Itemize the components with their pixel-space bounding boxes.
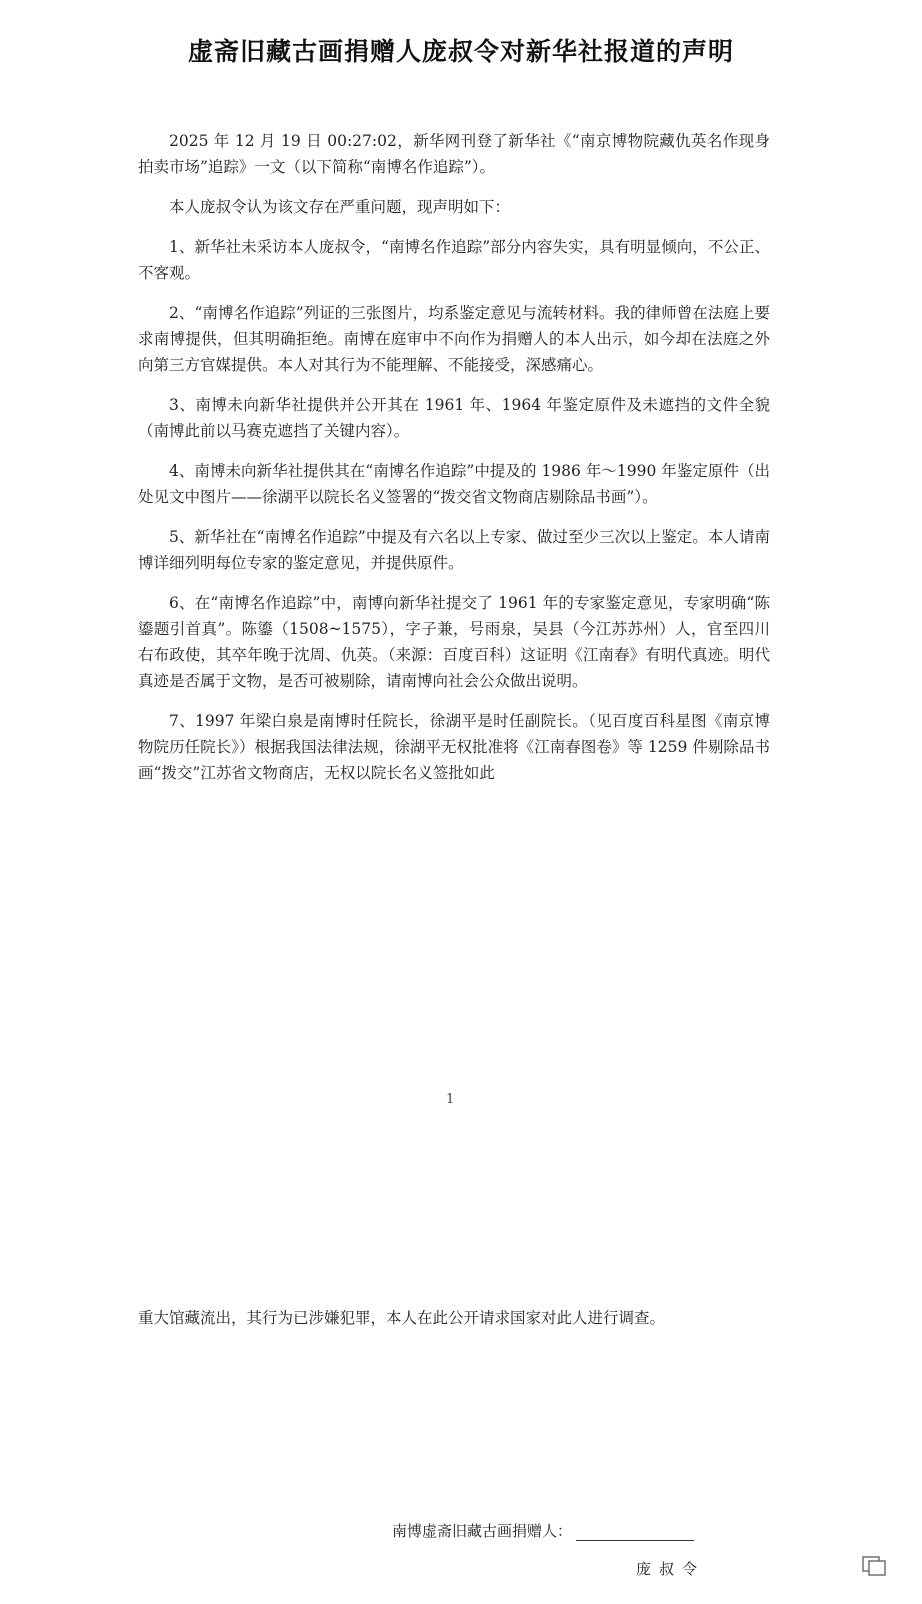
expand-icon[interactable] bbox=[862, 1556, 888, 1576]
continuation-text: 重大馆藏流出，其行为已涉嫌犯罪，本人在此公开请求国家对此人进行调查。 bbox=[138, 1309, 666, 1327]
signature-line bbox=[576, 1524, 694, 1541]
paragraph: 1、新华社未采访本人庞叔令，“南博名作追踪”部分内容失实，具有明显倾向，不公正、不客观。 bbox=[138, 238, 770, 282]
signature-block bbox=[392, 1520, 694, 1541]
paragraph: 2、“南博名作追踪”列证的三张图片，均系鉴定意见与流转材料。我的律师曾在法庭上要求南博提供，但其明确拒绝。南博在庭审中不向作为捐赠人的本人出示，如今却在法庭之外向第三方官媒提供。本人对其行为不能理解、不能接受，深感痛心。 bbox=[138, 304, 770, 374]
signature-label: 南博虚斋旧藏古画捐赠人： bbox=[392, 1522, 573, 1540]
signature-name: 庞叔令 bbox=[636, 1560, 706, 1578]
paragraph: 4、南博未向新华社提供其在“南博名作追踪”中提及的 1986 年～1990 年鉴定原件（出处见文中图片——徐湖平以院长名义签署的“拨交省文物商店剔除品书画”）。 bbox=[138, 462, 770, 506]
expand-icon-glyph bbox=[862, 1556, 888, 1576]
document-body bbox=[138, 128, 770, 800]
paragraph: 5、新华社在“南博名作追踪”中提及有六名以上专家、做过至少三次以上鉴定。本人请南博详细列明每位专家的鉴定意见，并提供原件。 bbox=[138, 528, 770, 572]
paragraph: 3、南博未向新华社提供并公开其在 1961 年、1964 年鉴定原件及未遮挡的文件全貌（南博此前以马赛克遮挡了关键内容）。 bbox=[138, 396, 770, 440]
paragraph: 2025 年 12 月 19 日 00:27:02，新华网刊登了新华社《“南京博物院藏仇英名作现身拍卖市场”追踪》一文（以下简称“南博名作追踪”）。 bbox=[138, 132, 770, 176]
document-title: 虚斋旧藏古画捐赠人庞叔令对新华社报道的声明 bbox=[187, 37, 734, 66]
page-number: 1 bbox=[446, 1092, 455, 1107]
paragraph: 本人庞叔令认为该文存在严重问题，现声明如下： bbox=[169, 198, 511, 216]
paragraph: 6、在“南博名作追踪”中，南博向新华社提交了 1961 年的专家鉴定意见，专家明确“陈鎏题引首真”。陈鎏（1508~1575），字子兼，号雨泉，吴县（今江苏苏州）人，官至四川右布政使，其卒年晚于沈周、仇英。（来源：百度百科）这证明《江南春》有明代真迹。明代真迹是否属于文物，是否可被剔除，请南博向社会公众做出说明。 bbox=[138, 594, 770, 690]
paragraph: 7、1997 年梁白泉是南博时任院长，徐湖平是时任副院长。（见百度百科星图《南京博物院历任院长》）根据我国法律法规，徐湖平无权批准将《江南春图卷》等 1259 件剔除品书画“拨交”江苏省文物商店，无权以院长名义签批如此 bbox=[138, 712, 770, 782]
